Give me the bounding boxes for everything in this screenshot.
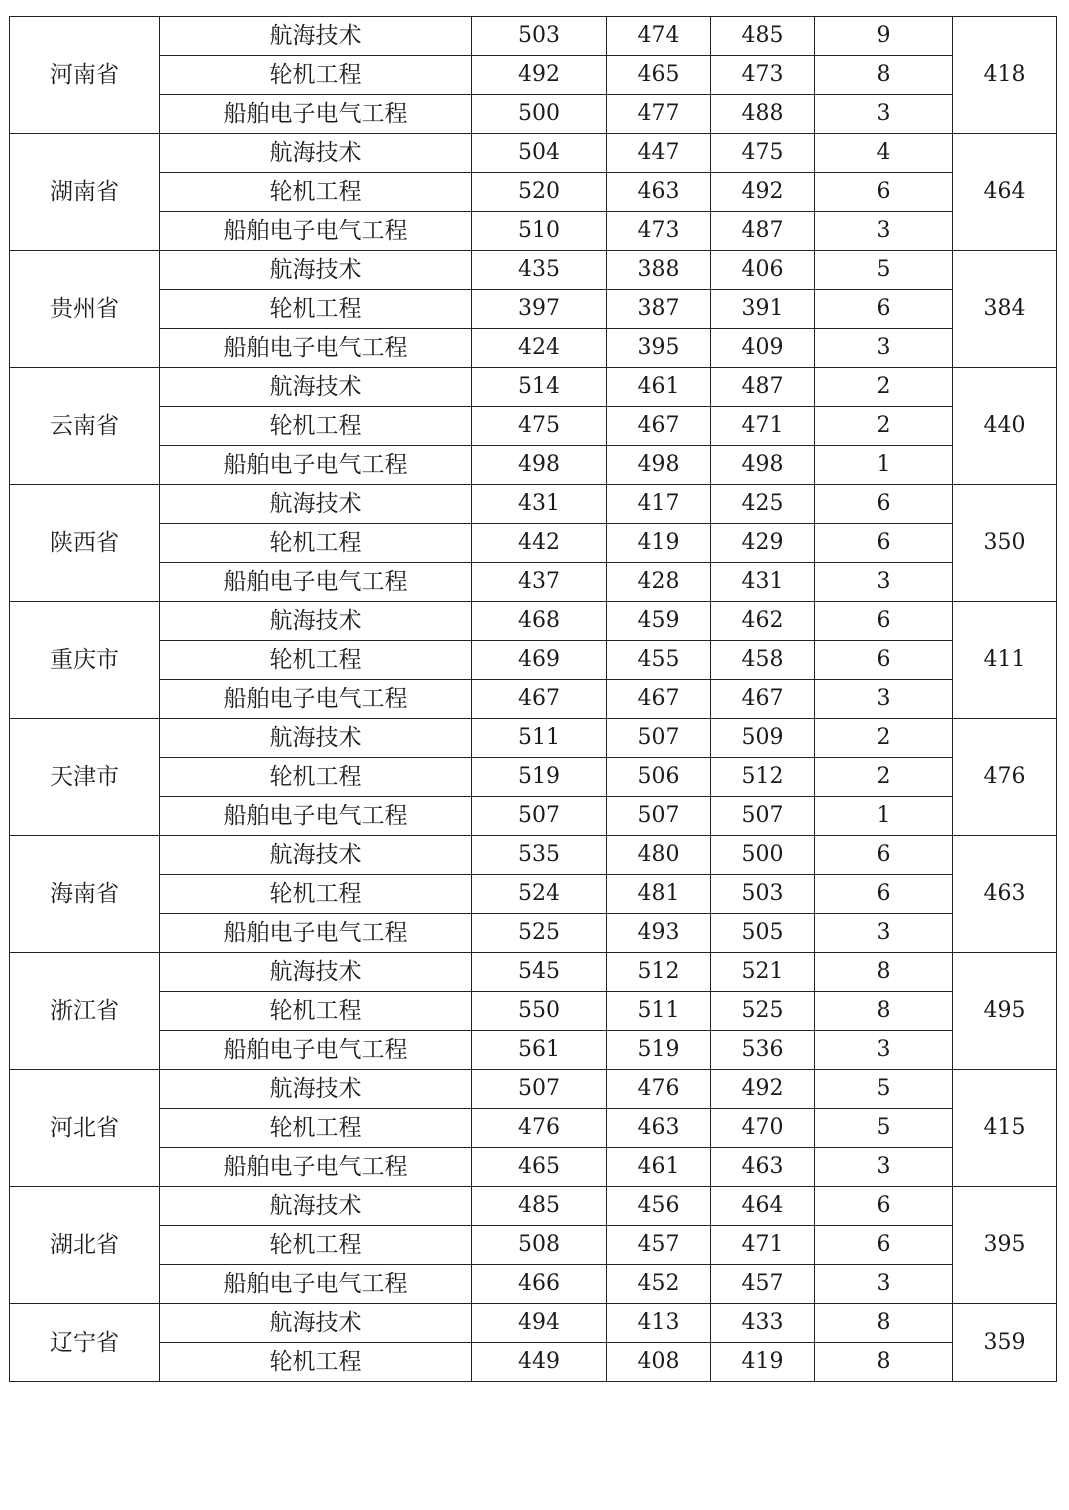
table-row [10, 1148, 1057, 1187]
enrolled-count-cell: 6 [815, 602, 953, 641]
max-score-cell: 500 [472, 95, 607, 134]
max-score-cell: 475 [472, 407, 607, 446]
control-line-cell: 440 [953, 368, 1057, 485]
major-cell: 轮机工程 [160, 524, 472, 563]
avg-score-cell: 431 [711, 563, 815, 602]
enrolled-count-cell: 1 [815, 446, 953, 485]
max-score-cell: 519 [472, 758, 607, 797]
avg-score-cell: 406 [711, 251, 815, 290]
min-score-cell: 480 [607, 836, 711, 875]
province-cell: 浙江省 [10, 953, 160, 1070]
min-score-cell: 387 [607, 290, 711, 329]
max-score-cell: 397 [472, 290, 607, 329]
avg-score-cell: 425 [711, 485, 815, 524]
table-row [10, 446, 1057, 485]
table-row [10, 1343, 1057, 1382]
min-score-cell: 408 [607, 1343, 711, 1382]
province-cell: 湖北省 [10, 1187, 160, 1304]
enrolled-count-cell: 3 [815, 1031, 953, 1070]
max-score-cell: 466 [472, 1265, 607, 1304]
enrolled-count-cell: 8 [815, 56, 953, 95]
min-score-cell: 419 [607, 524, 711, 563]
max-score-cell: 550 [472, 992, 607, 1031]
admission-score-table [9, 16, 1057, 1382]
enrolled-count-cell: 3 [815, 1265, 953, 1304]
province-cell: 贵州省 [10, 251, 160, 368]
control-line-cell: 395 [953, 1187, 1057, 1304]
min-score-cell: 459 [607, 602, 711, 641]
max-score-cell: 467 [472, 680, 607, 719]
table-row [10, 680, 1057, 719]
table-row [10, 368, 1057, 407]
province-cell: 陕西省 [10, 485, 160, 602]
control-line-cell: 415 [953, 1070, 1057, 1187]
min-score-cell: 519 [607, 1031, 711, 1070]
enrolled-count-cell: 6 [815, 524, 953, 563]
enrolled-count-cell: 6 [815, 290, 953, 329]
major-cell: 航海技术 [160, 1187, 472, 1226]
min-score-cell: 511 [607, 992, 711, 1031]
table-row [10, 836, 1057, 875]
min-score-cell: 493 [607, 914, 711, 953]
enrolled-count-cell: 4 [815, 134, 953, 173]
table-row [10, 1109, 1057, 1148]
max-score-cell: 520 [472, 173, 607, 212]
major-cell: 船舶电子电气工程 [160, 1148, 472, 1187]
enrolled-count-cell: 5 [815, 1109, 953, 1148]
table-row [10, 563, 1057, 602]
avg-score-cell: 492 [711, 173, 815, 212]
control-line-cell: 359 [953, 1304, 1057, 1382]
major-cell: 航海技术 [160, 953, 472, 992]
max-score-cell: 503 [472, 17, 607, 56]
major-cell: 航海技术 [160, 134, 472, 173]
control-line-cell: 495 [953, 953, 1057, 1070]
avg-score-cell: 419 [711, 1343, 815, 1382]
major-cell: 船舶电子电气工程 [160, 1031, 472, 1070]
avg-score-cell: 433 [711, 1304, 815, 1343]
control-line-cell: 350 [953, 485, 1057, 602]
major-cell: 航海技术 [160, 602, 472, 641]
control-line-cell: 476 [953, 719, 1057, 836]
avg-score-cell: 507 [711, 797, 815, 836]
max-score-cell: 435 [472, 251, 607, 290]
min-score-cell: 456 [607, 1187, 711, 1226]
major-cell: 轮机工程 [160, 875, 472, 914]
avg-score-cell: 521 [711, 953, 815, 992]
max-score-cell: 468 [472, 602, 607, 641]
table-row [10, 524, 1057, 563]
control-line-cell: 411 [953, 602, 1057, 719]
major-cell: 航海技术 [160, 17, 472, 56]
enrolled-count-cell: 6 [815, 641, 953, 680]
max-score-cell: 514 [472, 368, 607, 407]
min-score-cell: 447 [607, 134, 711, 173]
major-cell: 船舶电子电气工程 [160, 797, 472, 836]
min-score-cell: 461 [607, 368, 711, 407]
table-row [10, 407, 1057, 446]
avg-score-cell: 503 [711, 875, 815, 914]
max-score-cell: 498 [472, 446, 607, 485]
min-score-cell: 452 [607, 1265, 711, 1304]
enrolled-count-cell: 2 [815, 719, 953, 758]
major-cell: 航海技术 [160, 1304, 472, 1343]
major-cell: 航海技术 [160, 368, 472, 407]
table-row [10, 485, 1057, 524]
enrolled-count-cell: 2 [815, 758, 953, 797]
table-row [10, 329, 1057, 368]
avg-score-cell: 429 [711, 524, 815, 563]
max-score-cell: 545 [472, 953, 607, 992]
min-score-cell: 463 [607, 1109, 711, 1148]
max-score-cell: 492 [472, 56, 607, 95]
avg-score-cell: 463 [711, 1148, 815, 1187]
max-score-cell: 508 [472, 1226, 607, 1265]
enrolled-count-cell: 5 [815, 1070, 953, 1109]
major-cell: 船舶电子电气工程 [160, 329, 472, 368]
province-cell: 湖南省 [10, 134, 160, 251]
table-row [10, 758, 1057, 797]
major-cell: 航海技术 [160, 251, 472, 290]
enrolled-count-cell: 6 [815, 875, 953, 914]
min-score-cell: 476 [607, 1070, 711, 1109]
max-score-cell: 525 [472, 914, 607, 953]
avg-score-cell: 473 [711, 56, 815, 95]
avg-score-cell: 509 [711, 719, 815, 758]
enrolled-count-cell: 6 [815, 836, 953, 875]
min-score-cell: 507 [607, 719, 711, 758]
province-cell: 河南省 [10, 17, 160, 134]
min-score-cell: 474 [607, 17, 711, 56]
enrolled-count-cell: 6 [815, 1226, 953, 1265]
table-row [10, 290, 1057, 329]
table-row [10, 953, 1057, 992]
major-cell: 轮机工程 [160, 758, 472, 797]
avg-score-cell: 464 [711, 1187, 815, 1226]
major-cell: 轮机工程 [160, 1109, 472, 1148]
control-line-cell: 418 [953, 17, 1057, 134]
avg-score-cell: 487 [711, 368, 815, 407]
enrolled-count-cell: 5 [815, 251, 953, 290]
max-score-cell: 476 [472, 1109, 607, 1148]
enrolled-count-cell: 3 [815, 680, 953, 719]
province-cell: 海南省 [10, 836, 160, 953]
min-score-cell: 465 [607, 56, 711, 95]
min-score-cell: 428 [607, 563, 711, 602]
max-score-cell: 511 [472, 719, 607, 758]
min-score-cell: 388 [607, 251, 711, 290]
table-row [10, 1070, 1057, 1109]
max-score-cell: 431 [472, 485, 607, 524]
avg-score-cell: 500 [711, 836, 815, 875]
max-score-cell: 494 [472, 1304, 607, 1343]
enrolled-count-cell: 3 [815, 563, 953, 602]
max-score-cell: 507 [472, 797, 607, 836]
max-score-cell: 535 [472, 836, 607, 875]
avg-score-cell: 471 [711, 1226, 815, 1265]
max-score-cell: 465 [472, 1148, 607, 1187]
enrolled-count-cell: 2 [815, 407, 953, 446]
enrolled-count-cell: 8 [815, 992, 953, 1031]
province-cell: 云南省 [10, 368, 160, 485]
table-row [10, 212, 1057, 251]
max-score-cell: 485 [472, 1187, 607, 1226]
avg-score-cell: 458 [711, 641, 815, 680]
enrolled-count-cell: 3 [815, 212, 953, 251]
avg-score-cell: 525 [711, 992, 815, 1031]
max-score-cell: 504 [472, 134, 607, 173]
table-row [10, 602, 1057, 641]
avg-score-cell: 462 [711, 602, 815, 641]
min-score-cell: 463 [607, 173, 711, 212]
table-row [10, 1265, 1057, 1304]
max-score-cell: 469 [472, 641, 607, 680]
avg-score-cell: 505 [711, 914, 815, 953]
enrolled-count-cell: 1 [815, 797, 953, 836]
max-score-cell: 442 [472, 524, 607, 563]
enrolled-count-cell: 6 [815, 1187, 953, 1226]
avg-score-cell: 467 [711, 680, 815, 719]
major-cell: 轮机工程 [160, 56, 472, 95]
major-cell: 船舶电子电气工程 [160, 446, 472, 485]
table-row [10, 875, 1057, 914]
table-row [10, 17, 1057, 56]
enrolled-count-cell: 6 [815, 485, 953, 524]
major-cell: 轮机工程 [160, 1226, 472, 1265]
major-cell: 航海技术 [160, 485, 472, 524]
control-line-cell: 464 [953, 134, 1057, 251]
min-score-cell: 457 [607, 1226, 711, 1265]
table-body [10, 17, 1057, 1382]
major-cell: 航海技术 [160, 836, 472, 875]
enrolled-count-cell: 3 [815, 329, 953, 368]
major-cell: 轮机工程 [160, 641, 472, 680]
avg-score-cell: 512 [711, 758, 815, 797]
major-cell: 船舶电子电气工程 [160, 212, 472, 251]
avg-score-cell: 485 [711, 17, 815, 56]
enrolled-count-cell: 2 [815, 368, 953, 407]
table-row [10, 1187, 1057, 1226]
max-score-cell: 510 [472, 212, 607, 251]
max-score-cell: 524 [472, 875, 607, 914]
min-score-cell: 413 [607, 1304, 711, 1343]
max-score-cell: 561 [472, 1031, 607, 1070]
min-score-cell: 473 [607, 212, 711, 251]
table-row [10, 1031, 1057, 1070]
min-score-cell: 461 [607, 1148, 711, 1187]
enrolled-count-cell: 8 [815, 1343, 953, 1382]
max-score-cell: 424 [472, 329, 607, 368]
province-cell: 天津市 [10, 719, 160, 836]
table-row [10, 56, 1057, 95]
min-score-cell: 467 [607, 407, 711, 446]
table-row [10, 641, 1057, 680]
min-score-cell: 506 [607, 758, 711, 797]
province-cell: 河北省 [10, 1070, 160, 1187]
major-cell: 船舶电子电气工程 [160, 914, 472, 953]
avg-score-cell: 475 [711, 134, 815, 173]
major-cell: 轮机工程 [160, 173, 472, 212]
table-row [10, 719, 1057, 758]
major-cell: 轮机工程 [160, 290, 472, 329]
avg-score-cell: 487 [711, 212, 815, 251]
table-row [10, 797, 1057, 836]
major-cell: 轮机工程 [160, 1343, 472, 1382]
min-score-cell: 395 [607, 329, 711, 368]
table-row [10, 173, 1057, 212]
major-cell: 航海技术 [160, 1070, 472, 1109]
major-cell: 航海技术 [160, 719, 472, 758]
major-cell: 船舶电子电气工程 [160, 95, 472, 134]
avg-score-cell: 470 [711, 1109, 815, 1148]
enrolled-count-cell: 3 [815, 95, 953, 134]
min-score-cell: 507 [607, 797, 711, 836]
avg-score-cell: 457 [711, 1265, 815, 1304]
avg-score-cell: 471 [711, 407, 815, 446]
table-row [10, 251, 1057, 290]
min-score-cell: 467 [607, 680, 711, 719]
major-cell: 轮机工程 [160, 407, 472, 446]
table-row [10, 1304, 1057, 1343]
table-row [10, 95, 1057, 134]
max-score-cell: 437 [472, 563, 607, 602]
avg-score-cell: 536 [711, 1031, 815, 1070]
enrolled-count-cell: 8 [815, 1304, 953, 1343]
major-cell: 船舶电子电气工程 [160, 680, 472, 719]
enrolled-count-cell: 9 [815, 17, 953, 56]
avg-score-cell: 391 [711, 290, 815, 329]
min-score-cell: 498 [607, 446, 711, 485]
table-row [10, 914, 1057, 953]
avg-score-cell: 488 [711, 95, 815, 134]
enrolled-count-cell: 3 [815, 1148, 953, 1187]
enrolled-count-cell: 8 [815, 953, 953, 992]
major-cell: 船舶电子电气工程 [160, 1265, 472, 1304]
major-cell: 轮机工程 [160, 992, 472, 1031]
min-score-cell: 455 [607, 641, 711, 680]
table-row [10, 134, 1057, 173]
min-score-cell: 477 [607, 95, 711, 134]
min-score-cell: 481 [607, 875, 711, 914]
province-cell: 辽宁省 [10, 1304, 160, 1382]
table-row [10, 992, 1057, 1031]
avg-score-cell: 409 [711, 329, 815, 368]
table-row [10, 1226, 1057, 1265]
max-score-cell: 507 [472, 1070, 607, 1109]
enrolled-count-cell: 3 [815, 914, 953, 953]
control-line-cell: 463 [953, 836, 1057, 953]
min-score-cell: 417 [607, 485, 711, 524]
min-score-cell: 512 [607, 953, 711, 992]
province-cell: 重庆市 [10, 602, 160, 719]
avg-score-cell: 492 [711, 1070, 815, 1109]
max-score-cell: 449 [472, 1343, 607, 1382]
control-line-cell: 384 [953, 251, 1057, 368]
avg-score-cell: 498 [711, 446, 815, 485]
major-cell: 船舶电子电气工程 [160, 563, 472, 602]
enrolled-count-cell: 6 [815, 173, 953, 212]
